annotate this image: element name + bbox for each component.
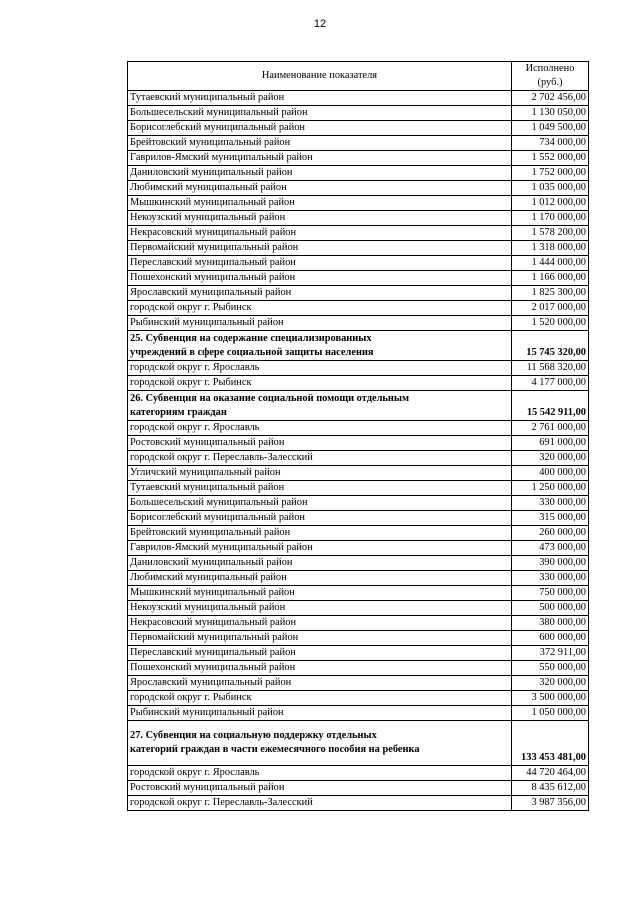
- table-row: [128, 601, 589, 616]
- table-row: [128, 136, 589, 151]
- table-row: [128, 706, 589, 721]
- row-value: 2 702 456,00: [512, 91, 589, 106]
- row-value: 1 520 000,00: [512, 316, 589, 331]
- row-name: Борисоглебский муниципальный район: [128, 511, 512, 526]
- section-title-line2: категорий граждан в части ежемесячного пособия на ребенка: [130, 744, 420, 755]
- row-name: городской округ г. Переславль-Залесский: [128, 796, 512, 811]
- row-value: 600 000,00: [512, 631, 589, 646]
- table-body: [128, 91, 589, 811]
- table-row: [128, 556, 589, 571]
- row-name: Переславский муниципальный район: [128, 256, 512, 271]
- row-name: Большесельский муниципальный район: [128, 106, 512, 121]
- row-value: 1 752 000,00: [512, 166, 589, 181]
- row-name: Любимский муниципальный район: [128, 181, 512, 196]
- row-value: 1 170 000,00: [512, 211, 589, 226]
- table-row: [128, 121, 589, 136]
- table-row: [128, 181, 589, 196]
- row-name: Любимский муниципальный район: [128, 571, 512, 586]
- table-row: [128, 316, 589, 331]
- row-name: городской округ г. Рыбинск: [128, 691, 512, 706]
- row-name: Гаврилов-Ямский муниципальный район: [128, 151, 512, 166]
- row-name: Первомайский муниципальный район: [128, 241, 512, 256]
- row-value: 1 049 500,00: [512, 121, 589, 136]
- table-row: [128, 781, 589, 796]
- row-value: 390 000,00: [512, 556, 589, 571]
- table-row: [128, 91, 589, 106]
- row-name: Мышкинский муниципальный район: [128, 586, 512, 601]
- row-value: 320 000,00: [512, 451, 589, 466]
- section-title-line2: категориям граждан: [130, 407, 227, 418]
- row-value: 2 017 000,00: [512, 301, 589, 316]
- table-row: [128, 766, 589, 781]
- column-header-name: Наименование показателя: [128, 62, 512, 91]
- table-row: [128, 526, 589, 541]
- table-row: [128, 676, 589, 691]
- row-value: 1 250 000,00: [512, 481, 589, 496]
- table-row: [128, 481, 589, 496]
- row-value: 330 000,00: [512, 571, 589, 586]
- table-row: [128, 226, 589, 241]
- table-row: [128, 376, 589, 391]
- row-value: 315 000,00: [512, 511, 589, 526]
- row-name: Брейтовский муниципальный район: [128, 136, 512, 151]
- row-value: 550 000,00: [512, 661, 589, 676]
- row-name: Пошехонский муниципальный район: [128, 271, 512, 286]
- row-value: 320 000,00: [512, 676, 589, 691]
- row-name: городской округ г. Ярославль: [128, 361, 512, 376]
- section-title-line2: учреждений в сфере социальной защиты населения: [130, 347, 374, 358]
- row-name: Ярославский муниципальный район: [128, 676, 512, 691]
- section-title-line1: 26. Субвенция на оказание социальной помощи отдельным: [130, 393, 410, 404]
- table-row: [128, 451, 589, 466]
- table-row: [128, 691, 589, 706]
- row-value: 1 552 000,00: [512, 151, 589, 166]
- column-header-value-line2: (руб.): [537, 77, 563, 88]
- row-value: 691 000,00: [512, 436, 589, 451]
- column-header-value: [512, 62, 589, 91]
- row-value: 734 000,00: [512, 136, 589, 151]
- row-value: 44 720 464,00: [512, 766, 589, 781]
- table-row: [128, 106, 589, 121]
- row-name: Гаврилов-Ямский муниципальный район: [128, 541, 512, 556]
- table-row: [128, 586, 589, 601]
- row-value: 380 000,00: [512, 616, 589, 631]
- table-row: [128, 151, 589, 166]
- row-name: Угличский муниципальный район: [128, 466, 512, 481]
- row-value: 400 000,00: [512, 466, 589, 481]
- row-name: Переславский муниципальный район: [128, 646, 512, 661]
- row-name: Первомайский муниципальный район: [128, 631, 512, 646]
- row-name: Некрасовский муниципальный район: [128, 616, 512, 631]
- section-header-row: [128, 331, 589, 361]
- table-row: [128, 646, 589, 661]
- row-name: Брейтовский муниципальный район: [128, 526, 512, 541]
- row-value: 1 130 050,00: [512, 106, 589, 121]
- table-row: [128, 286, 589, 301]
- row-name: Большесельский муниципальный район: [128, 496, 512, 511]
- row-value: 500 000,00: [512, 601, 589, 616]
- table-row: [128, 361, 589, 376]
- row-name: Тутаевский муниципальный район: [128, 91, 512, 106]
- table-row: [128, 271, 589, 286]
- row-name: городской округ г. Рыбинск: [128, 376, 512, 391]
- table-row: [128, 466, 589, 481]
- row-value: 1 035 000,00: [512, 181, 589, 196]
- table-row: [128, 196, 589, 211]
- budget-table: [127, 61, 589, 811]
- section-header-row: [128, 391, 589, 421]
- row-name: Ростовский муниципальный район: [128, 436, 512, 451]
- section-total: 15 745 320,00: [512, 331, 589, 361]
- row-name: Некоузский муниципальный район: [128, 601, 512, 616]
- row-value: 1 444 000,00: [512, 256, 589, 271]
- section-header-row: [128, 721, 589, 766]
- table-row: [128, 571, 589, 586]
- row-name: Рыбинский муниципальный район: [128, 316, 512, 331]
- row-name: Рыбинский муниципальный район: [128, 706, 512, 721]
- row-value: 1 012 000,00: [512, 196, 589, 211]
- page-number: 12: [313, 18, 327, 30]
- table-row: [128, 661, 589, 676]
- row-name: Мышкинский муниципальный район: [128, 196, 512, 211]
- table-row: [128, 496, 589, 511]
- row-name: Ярославский муниципальный район: [128, 286, 512, 301]
- table-row: [128, 166, 589, 181]
- section-title: [128, 331, 512, 361]
- table-row: [128, 511, 589, 526]
- row-value: 1 825 300,00: [512, 286, 589, 301]
- row-value: 330 000,00: [512, 496, 589, 511]
- row-value: 473 000,00: [512, 541, 589, 556]
- table-row: [128, 256, 589, 271]
- table-row: [128, 616, 589, 631]
- table-row: [128, 211, 589, 226]
- row-value: 260 000,00: [512, 526, 589, 541]
- table-row: [128, 301, 589, 316]
- table-row: [128, 436, 589, 451]
- row-value: 11 568 320,00: [512, 361, 589, 376]
- section-title: [128, 391, 512, 421]
- section-title-line1: 27. Субвенция на социальную поддержку отдельных: [130, 730, 377, 741]
- row-value: 750 000,00: [512, 586, 589, 601]
- row-value: 1 050 000,00: [512, 706, 589, 721]
- row-name: городской округ г. Переславль-Залесский: [128, 451, 512, 466]
- row-name: городской округ г. Рыбинск: [128, 301, 512, 316]
- row-value: 2 761 000,00: [512, 421, 589, 436]
- row-value: 1 318 000,00: [512, 241, 589, 256]
- row-value: 3 500 000,00: [512, 691, 589, 706]
- table-row: [128, 421, 589, 436]
- row-name: Ростовский муниципальный район: [128, 781, 512, 796]
- table-row: [128, 541, 589, 556]
- table-row: [128, 241, 589, 256]
- row-name: Некрасовский муниципальный район: [128, 226, 512, 241]
- row-name: Пошехонский муниципальный район: [128, 661, 512, 676]
- row-name: городской округ г. Ярославль: [128, 766, 512, 781]
- row-value: 3 987 356,00: [512, 796, 589, 811]
- row-value: 8 435 612,00: [512, 781, 589, 796]
- row-name: Даниловский муниципальный район: [128, 166, 512, 181]
- table-header: [128, 62, 589, 91]
- row-value: 4 177 000,00: [512, 376, 589, 391]
- row-value: 1 578 200,00: [512, 226, 589, 241]
- row-name: Тутаевский муниципальный район: [128, 481, 512, 496]
- column-header-value-line1: Исполнено: [525, 63, 575, 74]
- table-row: [128, 796, 589, 811]
- row-value: 1 166 000,00: [512, 271, 589, 286]
- row-name: Некоузский муниципальный район: [128, 211, 512, 226]
- row-name: Даниловский муниципальный район: [128, 556, 512, 571]
- section-total: 133 453 481,00: [512, 721, 589, 766]
- row-name: городской округ г. Ярославль: [128, 421, 512, 436]
- section-total: 15 542 911,00: [512, 391, 589, 421]
- row-name: Борисоглебский муниципальный район: [128, 121, 512, 136]
- section-title-line1: 25. Субвенция на содержание специализированных: [130, 333, 372, 344]
- row-value: 372 911,00: [512, 646, 589, 661]
- table-row: [128, 631, 589, 646]
- section-title: [128, 721, 512, 766]
